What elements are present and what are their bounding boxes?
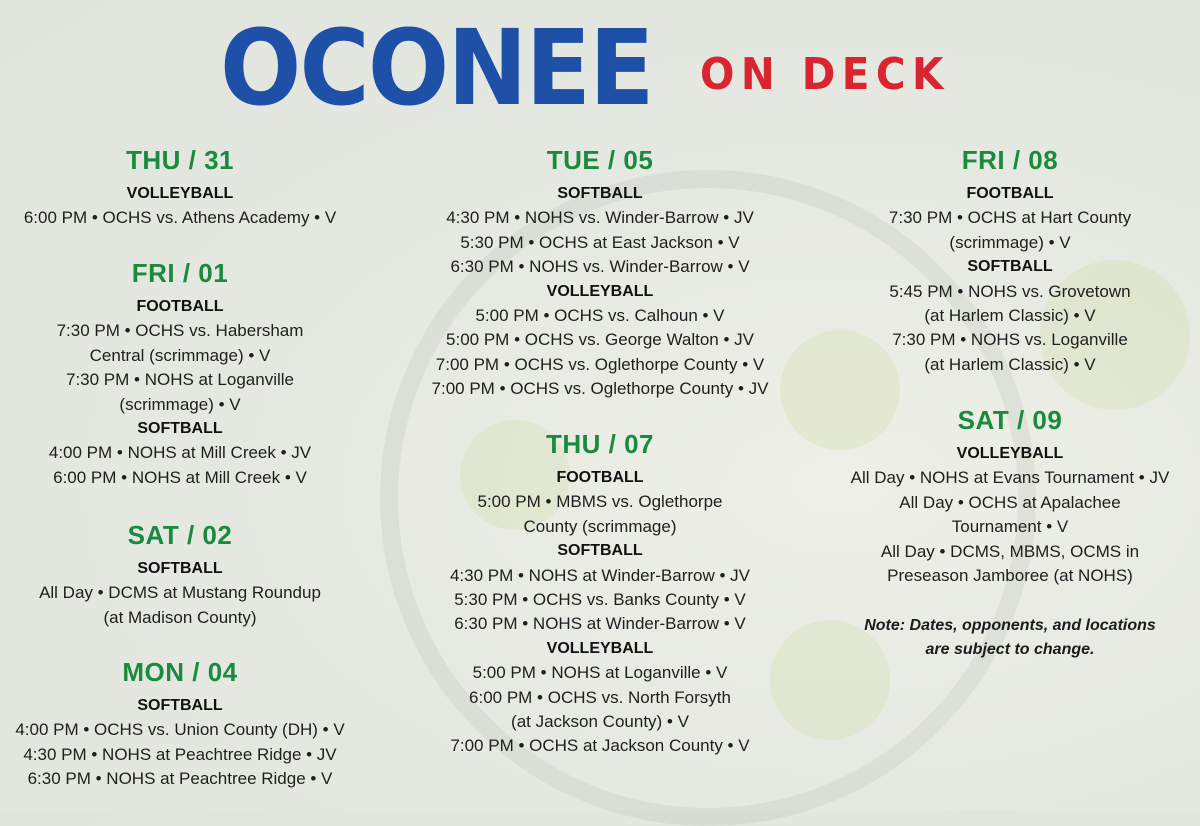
- event-line: 7:00 PM • OCHS vs. Oglethorpe County • V: [435, 354, 765, 374]
- event-line: All Day • OCHS at Apalachee: [899, 492, 1121, 512]
- sport-category: SOFTBALL: [137, 697, 223, 714]
- title-on-deck: ON DECK: [700, 49, 950, 100]
- day-block: [0, 138, 390, 231]
- day-heading: TUE / 05: [546, 145, 654, 175]
- event-line: County (scrimmage): [523, 516, 677, 536]
- event-line: 6:00 PM • OCHS vs. North Forsyth: [469, 687, 731, 707]
- event-item: [390, 490, 810, 539]
- sport-category: VOLLEYBALL: [956, 445, 1064, 462]
- event-item: [800, 328, 1200, 377]
- event-line: 6:00 PM • OCHS vs. Athens Academy • V: [23, 208, 337, 228]
- sport-category: VOLLEYBALL: [126, 185, 234, 202]
- day-block: [0, 251, 390, 490]
- sport-category: FOOTBALL: [966, 185, 1054, 202]
- day-heading: FRI / 08: [961, 145, 1059, 175]
- day-block: [0, 650, 390, 792]
- event-line: 4:30 PM • NOHS at Peachtree Ridge • JV: [23, 744, 337, 764]
- title-oconee: OCONEE: [220, 7, 653, 129]
- day-heading: MON / 04: [122, 657, 238, 687]
- event-line: 4:00 PM • NOHS at Mill Creek • JV: [48, 443, 312, 463]
- event-item: [0, 206, 390, 230]
- day-heading: THU / 07: [545, 429, 655, 459]
- day-block: [390, 422, 810, 759]
- day-heading: THU / 31: [125, 145, 235, 175]
- day-block: [0, 513, 390, 630]
- disclaimer-note: [800, 614, 1200, 663]
- event-line: 7:00 PM • OCHS at Jackson County • V: [450, 736, 750, 756]
- event-line: 7:30 PM • NOHS vs. Loganville: [892, 330, 1128, 350]
- event-line: All Day • DCMS at Mustang Roundup: [39, 583, 321, 603]
- event-line: 4:00 PM • OCHS vs. Union County (DH) • V: [15, 720, 345, 740]
- sport-category: FOOTBALL: [556, 469, 644, 486]
- event-line: (at Madison County): [103, 607, 257, 627]
- event-line: 5:00 PM • OCHS vs. Calhoun • V: [475, 305, 725, 325]
- sport-category: VOLLEYBALL: [546, 639, 654, 657]
- event-item: [0, 368, 390, 417]
- event-line: Tournament • V: [951, 517, 1069, 537]
- event-line: 4:30 PM • NOHS vs. Winder-Barrow • JV: [446, 208, 754, 228]
- event-line: All Day • DCMS, MBMS, OCMS in: [880, 541, 1140, 561]
- event-item: [800, 280, 1200, 329]
- note-line: are subject to change.: [925, 641, 1095, 659]
- event-line: (scrimmage) • V: [949, 232, 1071, 252]
- event-item: [0, 441, 390, 465]
- event-line: 5:30 PM • OCHS vs. Banks County • V: [454, 589, 746, 609]
- event-item: [800, 540, 1200, 589]
- event-line: 7:30 PM • OCHS vs. Habersham: [56, 321, 304, 341]
- event-item: [390, 661, 810, 685]
- event-item: [390, 353, 810, 377]
- event-item: [390, 304, 810, 328]
- poster-title: [220, 7, 972, 129]
- day-heading: SAT / 09: [957, 405, 1063, 435]
- day-block: [800, 138, 1200, 377]
- sport-category: SOFTBALL: [137, 560, 223, 577]
- sport-category: FOOTBALL: [136, 298, 224, 315]
- sport-category: SOFTBALL: [967, 258, 1053, 276]
- event-item: [390, 686, 810, 735]
- event-line: 6:30 PM • NOHS at Winder-Barrow • V: [454, 614, 746, 634]
- day-block: [800, 398, 1200, 588]
- note-line: Note: Dates, opponents, and locations: [864, 617, 1156, 634]
- sport-category: SOFTBALL: [137, 419, 223, 437]
- event-line: 7:30 PM • OCHS at Hart County: [888, 208, 1132, 228]
- event-line: (at Harlem Classic) • V: [924, 305, 1096, 325]
- event-line: 5:00 PM • NOHS at Loganville • V: [472, 663, 728, 683]
- event-item: [390, 612, 810, 636]
- event-line: (scrimmage) • V: [119, 394, 241, 414]
- sport-category: VOLLEYBALL: [546, 282, 654, 300]
- event-line: 6:00 PM • NOHS at Mill Creek • V: [53, 467, 307, 487]
- event-line: Preseason Jamboree (at NOHS): [887, 565, 1133, 585]
- event-item: [390, 255, 810, 279]
- event-item: [0, 767, 390, 791]
- event-item: [390, 588, 810, 612]
- event-line: 4:30 PM • NOHS at Winder-Barrow • JV: [449, 565, 751, 585]
- event-line: 5:30 PM • OCHS at East Jackson • V: [460, 232, 740, 252]
- event-item: [0, 581, 390, 630]
- day-block: [390, 138, 810, 402]
- event-item: [390, 377, 810, 401]
- event-item: [390, 564, 810, 588]
- event-line: 6:30 PM • NOHS at Peachtree Ridge • V: [27, 769, 333, 789]
- event-line: 5:00 PM • MBMS vs. Oglethorpe: [477, 492, 723, 512]
- event-line: 6:30 PM • NOHS vs. Winder-Barrow • V: [450, 257, 750, 277]
- event-item: [390, 206, 810, 230]
- event-item: [0, 466, 390, 490]
- event-line: 7:30 PM • NOHS at Loganville: [65, 370, 294, 390]
- event-item: [390, 231, 810, 255]
- day-heading: FRI / 01: [131, 258, 229, 288]
- event-item: [0, 319, 390, 368]
- event-item: [390, 328, 810, 352]
- event-line: (at Jackson County) • V: [511, 711, 689, 731]
- event-item: [800, 491, 1200, 540]
- event-item: [390, 734, 810, 758]
- event-line: (at Harlem Classic) • V: [924, 354, 1096, 374]
- day-heading: SAT / 02: [127, 520, 233, 550]
- event-line: 5:45 PM • NOHS vs. Grovetown: [889, 281, 1131, 301]
- event-line: 5:00 PM • OCHS vs. George Walton • JV: [446, 330, 754, 350]
- event-item: [800, 206, 1200, 255]
- event-line: All Day • NOHS at Evans Tournament • JV: [850, 468, 1170, 488]
- sport-category: SOFTBALL: [557, 542, 643, 560]
- event-line: 7:00 PM • OCHS vs. Oglethorpe County • JV: [431, 379, 769, 399]
- event-line: Central (scrimmage) • V: [89, 345, 271, 365]
- event-item: [0, 743, 390, 767]
- event-item: [0, 718, 390, 742]
- event-item: [800, 466, 1200, 490]
- sport-category: SOFTBALL: [557, 185, 643, 202]
